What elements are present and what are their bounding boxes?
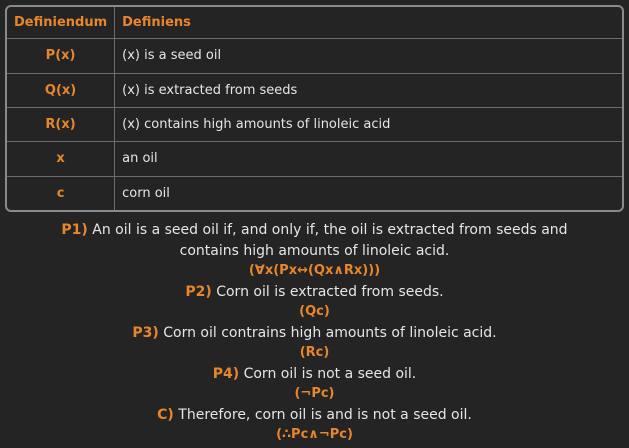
row-definition: an oil bbox=[115, 142, 622, 176]
row-term: c bbox=[7, 176, 115, 210]
premise-3-text: Corn oil contrains high amounts of linoleic acid. bbox=[163, 324, 497, 341]
premise-2-formula: (Qc) bbox=[299, 304, 330, 319]
conclusion bbox=[0, 405, 629, 426]
conclusion-text: Therefore, corn oil is and is not a seed oil. bbox=[178, 406, 472, 423]
row-term: R(x) bbox=[7, 107, 115, 141]
premise-4 bbox=[0, 364, 629, 385]
row-definition: (x) contains high amounts of linoleic acid bbox=[115, 107, 622, 141]
header-definiendum: Definiendum bbox=[7, 7, 115, 39]
premise-1-text: An oil is a seed oil if, and only if, the oil is extracted from seeds and bbox=[92, 222, 568, 238]
definitions-table-panel bbox=[5, 5, 624, 212]
row-definition: (x) is a seed oil bbox=[115, 39, 622, 73]
table-header-row bbox=[7, 7, 622, 39]
row-term: P(x) bbox=[7, 39, 115, 73]
premise-2 bbox=[0, 282, 629, 303]
row-definition: (x) is extracted from seeds bbox=[115, 73, 622, 107]
premise-2-text: Corn oil is extracted from seeds. bbox=[216, 283, 444, 300]
premise-1 bbox=[0, 220, 629, 241]
row-definition: corn oil bbox=[122, 185, 170, 201]
argument-section bbox=[0, 220, 629, 446]
table-row bbox=[7, 107, 622, 141]
table-row bbox=[7, 73, 622, 107]
premise-1-label: P1) bbox=[61, 222, 88, 238]
premise-4-label: P4) bbox=[212, 365, 240, 382]
table-row bbox=[7, 176, 622, 210]
premise-1-text-continued: contains high amounts of linoleic acid. bbox=[179, 242, 450, 259]
premise-4-formula: (¬Pc) bbox=[294, 386, 335, 401]
table-row bbox=[7, 39, 622, 73]
row-term: x bbox=[7, 142, 115, 176]
conclusion-label: C) bbox=[157, 406, 174, 423]
premise-3-label: P3) bbox=[132, 324, 159, 341]
premise-3-formula: (Rc) bbox=[299, 345, 330, 360]
premise-4-text: Corn oil is not a seed oil. bbox=[243, 365, 417, 382]
premise-3 bbox=[0, 323, 629, 344]
table-row bbox=[7, 142, 622, 176]
row-term: Q(x) bbox=[7, 73, 115, 107]
premise-2-label: P2) bbox=[185, 283, 212, 300]
conclusion-formula: (∴Pc∧¬Pc) bbox=[276, 427, 353, 442]
header-definiens: Definiens bbox=[115, 7, 622, 39]
definitions-table bbox=[7, 7, 622, 210]
premise-1-formula: (∀x(Px↔(Qx∧Rx))) bbox=[248, 263, 381, 278]
